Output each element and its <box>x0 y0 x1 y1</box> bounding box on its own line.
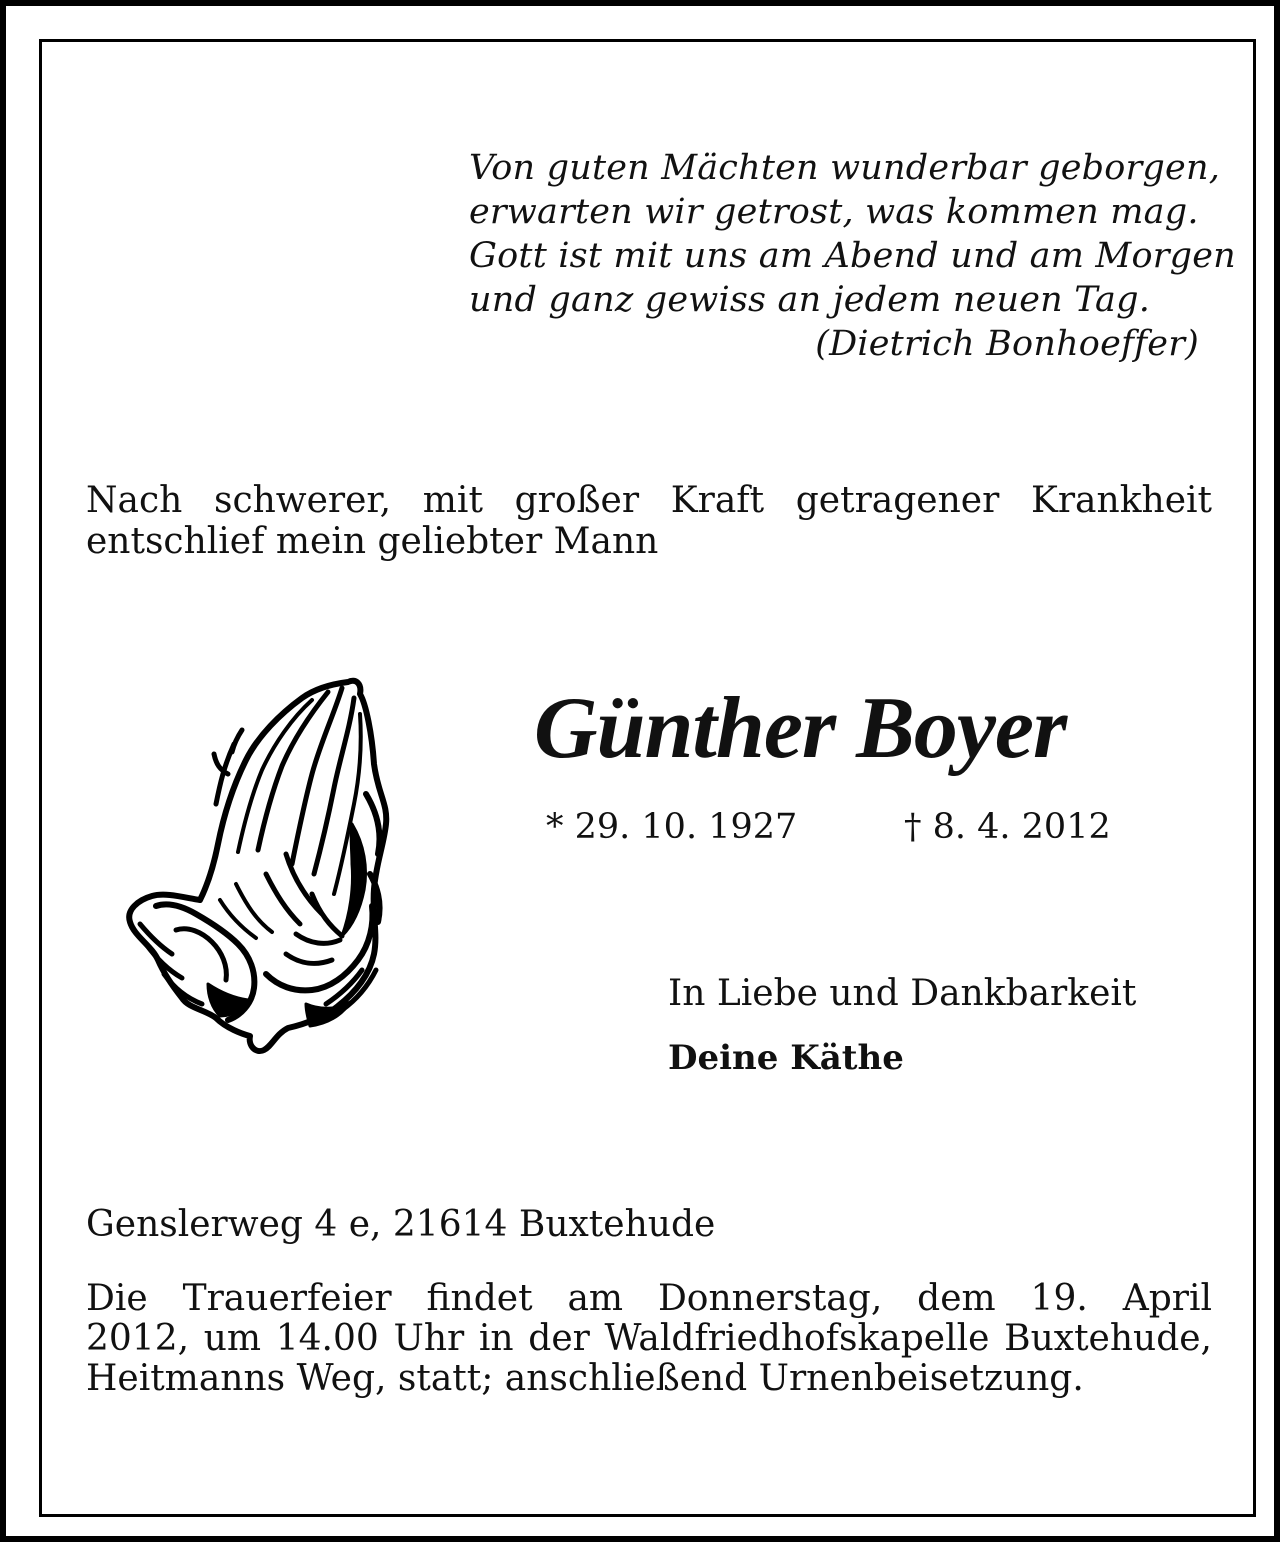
quote-author: (Dietrich Bonhoeffer) <box>815 324 1199 364</box>
quote-line: Gott ist mit uns am Abend und am Morgen <box>469 236 1236 276</box>
quote-line: erwarten wir getrost, was kommen mag. <box>469 192 1199 232</box>
quote-line: und ganz gewiss an jedem neuen Tag. <box>469 280 1151 320</box>
deceased-name: Günther Boyer <box>534 680 1067 777</box>
service-line: Heitmanns Weg, statt; anschließend Urnenbeisetzung. <box>86 1358 1084 1399</box>
service-line: 2012, um 14.00 Uhr in der Waldfriedhofskapelle Buxtehude, <box>86 1318 1212 1359</box>
funeral-service-info <box>86 1279 1212 1399</box>
praying-hands-icon <box>116 674 406 1064</box>
death-date: † 8. 4. 2012 <box>904 807 1111 847</box>
intro-line: entschlief mein geliebter Mann <box>86 521 659 562</box>
intro-line: Nach schwerer, mit großer Kraft getragener Krankheit <box>86 480 1212 521</box>
intro-text <box>86 480 1212 562</box>
closing-thanks: In Liebe und Dankbarkeit <box>668 973 1137 1014</box>
birth-date: * 29. 10. 1927 <box>546 807 798 847</box>
signer-name: Deine Käthe <box>668 1038 904 1078</box>
quote-line: Von guten Mächten wunderbar geborgen, <box>469 148 1221 188</box>
service-line: Die Trauerfeier findet am Donnerstag, dem 19. April <box>86 1278 1212 1319</box>
address: Genslerweg 4 e, 21614 Buxtehude <box>86 1204 716 1245</box>
bonhoeffer-quote <box>469 146 1236 366</box>
